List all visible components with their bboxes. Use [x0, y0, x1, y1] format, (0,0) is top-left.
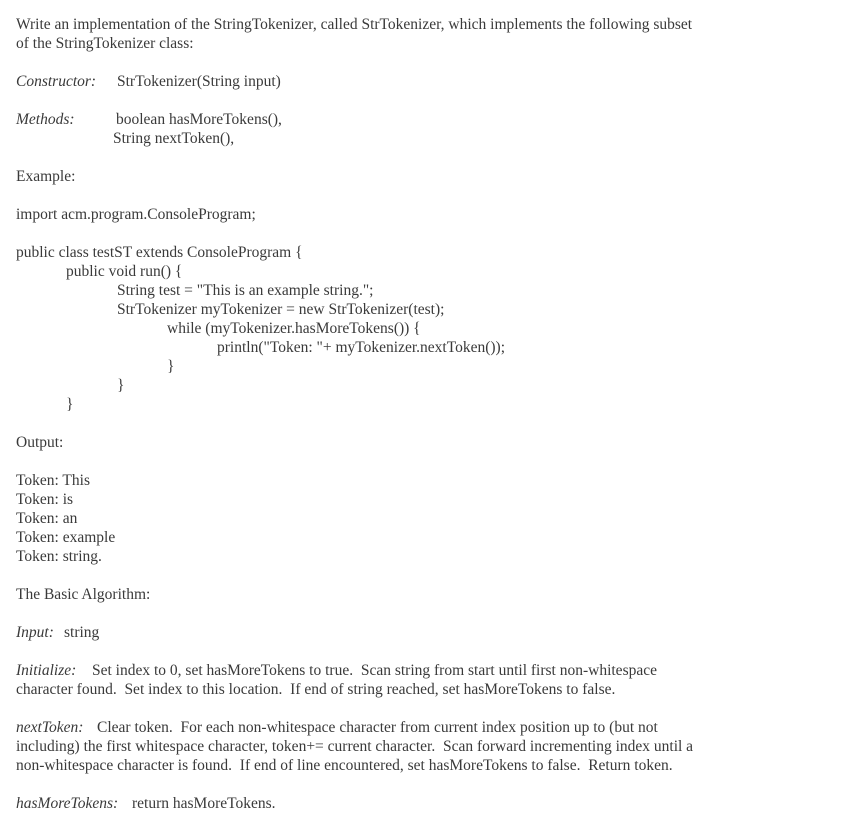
- code-line: }: [66, 396, 74, 413]
- code-line: println("Token: "+ myTokenizer.nextToken());: [217, 339, 506, 356]
- output-heading: Output:: [16, 434, 64, 451]
- next-token-text-line-1: Clear token. For each non-whitespace character from current index position up to (but not: [97, 719, 658, 736]
- initialize-text-line-1: Set index to 0, set hasMoreTokens to true. Scan string from start until first non-whitespace: [92, 662, 657, 679]
- constructor-signature: StrTokenizer(String input): [117, 73, 281, 90]
- example-heading: Example:: [16, 168, 76, 185]
- output-line: Token: is: [16, 491, 74, 508]
- code-line: while (myTokenizer.hasMoreTokens()) {: [167, 320, 421, 337]
- code-line: public class testST extends ConsoleProgram {: [16, 244, 303, 261]
- output-line: Token: an: [16, 510, 78, 527]
- code-line: }: [117, 377, 125, 394]
- algorithm-heading: The Basic Algorithm:: [16, 586, 151, 603]
- code-line: }: [167, 358, 175, 375]
- code-line: import acm.program.ConsoleProgram;: [16, 206, 256, 223]
- input-label: Input:: [16, 624, 54, 641]
- next-token-text-line-2: including) the first whitespace character, token+= current character. Scan forward incrementing index until a: [16, 738, 694, 755]
- constructor-label: Constructor:: [16, 73, 97, 90]
- method-next-token: String nextToken(),: [113, 130, 235, 147]
- method-has-more-tokens: boolean hasMoreTokens(),: [116, 111, 282, 128]
- initialize-label: Initialize:: [16, 662, 77, 679]
- has-more-tokens-text: return hasMoreTokens.: [132, 795, 276, 812]
- output-line: Token: This: [16, 472, 90, 489]
- next-token-text-line-3: non-whitespace character is found. If end of line encountered, set hasMoreTokens to false. Return token.: [16, 757, 673, 774]
- output-line: Token: string.: [16, 548, 102, 565]
- code-line: StrTokenizer myTokenizer = new StrTokenizer(test);: [117, 301, 445, 318]
- initialize-text-line-2: character found. Set index to this location. If end of string reached, set hasMoreTokens to false.: [16, 681, 616, 698]
- next-token-label: nextToken:: [16, 719, 84, 736]
- methods-label: Methods:: [16, 111, 75, 128]
- output-line: Token: example: [16, 529, 116, 546]
- has-more-tokens-label: hasMoreTokens:: [16, 795, 119, 812]
- intro-line-1: Write an implementation of the StringTokenizer, called StrTokenizer, which implements the following subset: [16, 16, 693, 33]
- intro-line-2: of the StringTokenizer class:: [16, 35, 194, 52]
- code-line: String test = "This is an example string.";: [117, 282, 374, 299]
- input-text: string: [64, 624, 100, 641]
- code-line: public void run() {: [66, 263, 183, 280]
